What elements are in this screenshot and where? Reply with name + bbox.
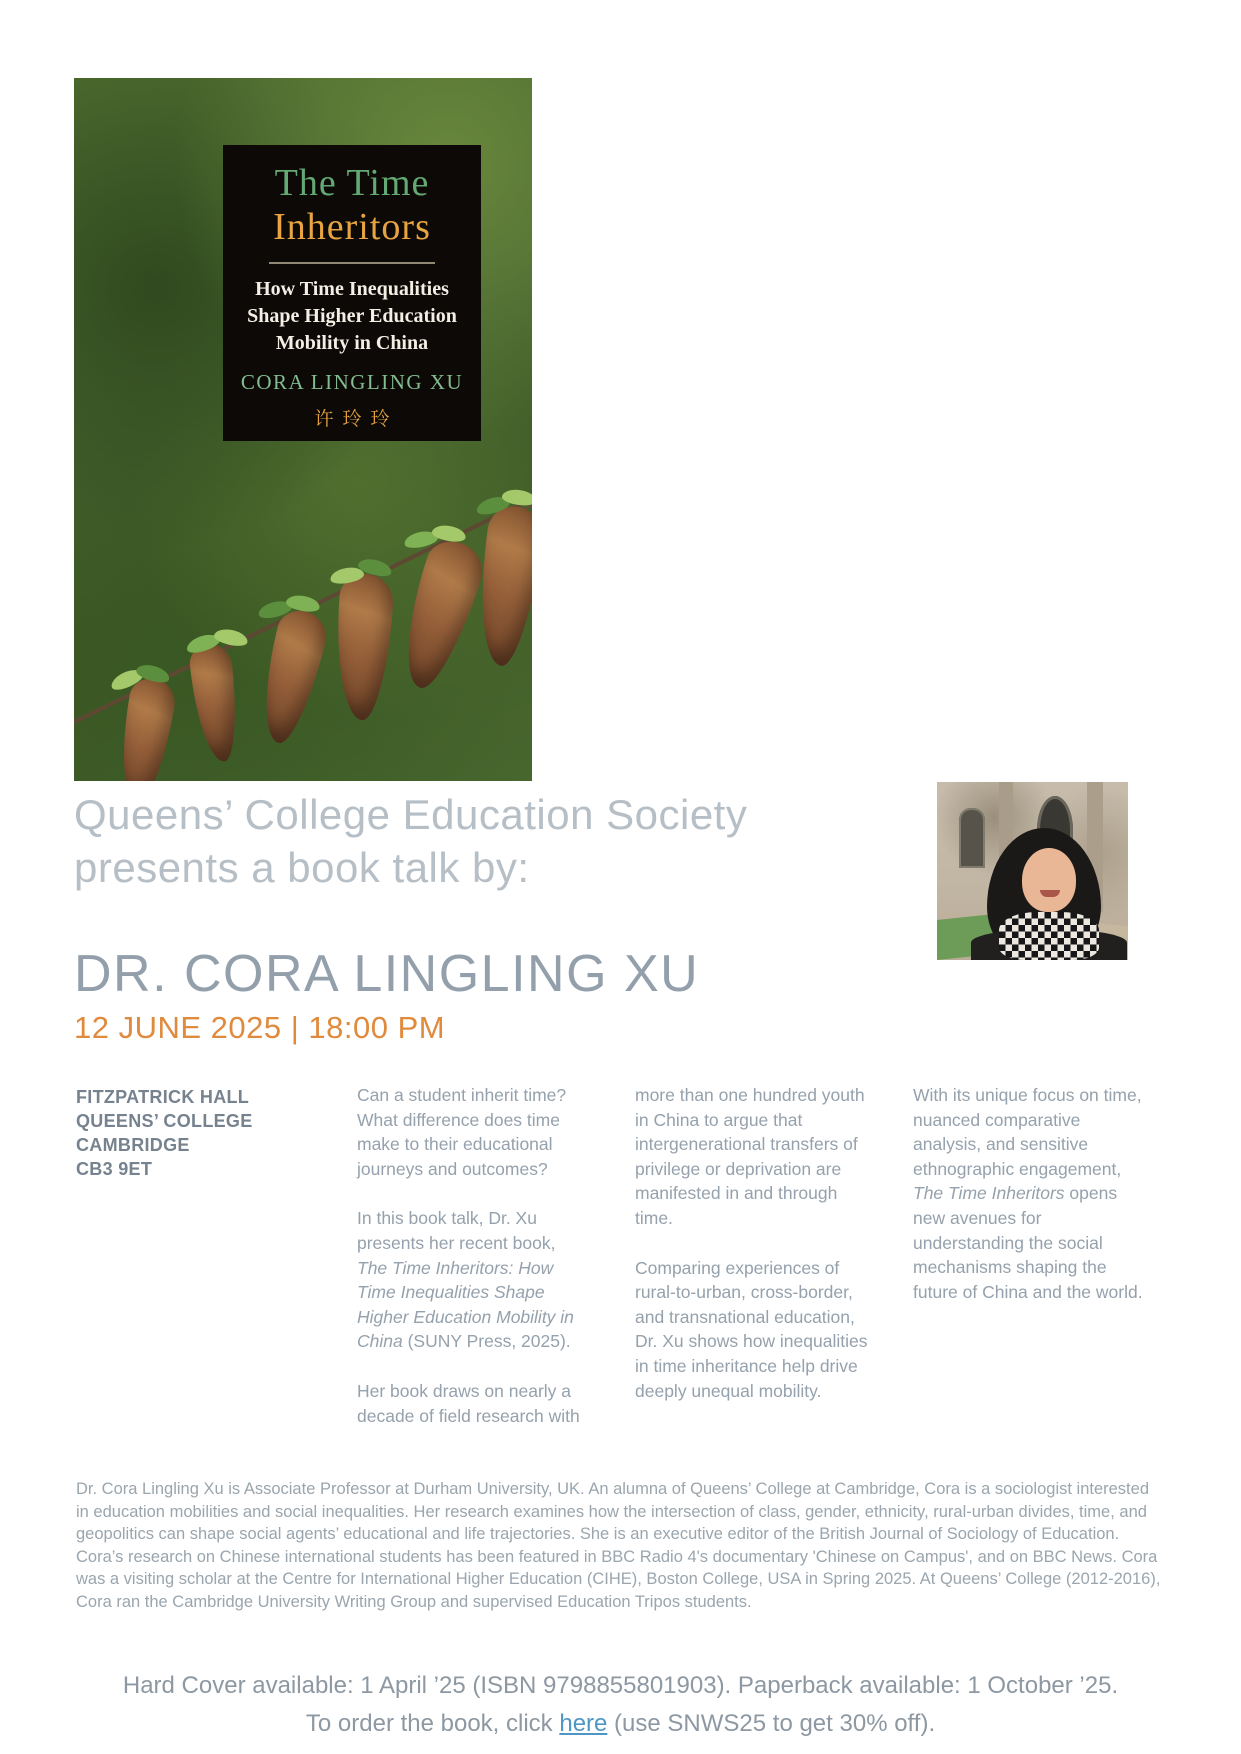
speaker-headshot-photo: [937, 782, 1128, 960]
book-title-line1: The Time: [274, 162, 430, 204]
body-text-column-1: [357, 1083, 590, 1453]
leaf-sprout-graphic: [285, 593, 321, 614]
cover-divider-line: [269, 262, 435, 264]
body-paragraph: more than one hundred youth in China to argue that intergenerational transfers of privilege or deprivation are manifested in and through time.: [635, 1085, 865, 1228]
venue-line: QUEENS’ COLLEGE: [76, 1111, 253, 1131]
houndstooth-scarf-graphic: [999, 912, 1099, 960]
speaker-name: DR. CORA LINGLING XU: [74, 945, 700, 1003]
order-book-link[interactable]: here: [559, 1710, 608, 1737]
body-paragraph: Can a student inherit time? What difference does time make to their educational journeys and outcomes?: [357, 1085, 567, 1179]
dried-leaf-graphic: [111, 675, 178, 781]
event-datetime: 12 JUNE 2025 | 18:00 PM: [74, 1010, 446, 1045]
book-author-chinese-name: 许玲玲: [314, 409, 399, 430]
body-paragraph: In this book talk, Dr. Xu presents her recent book, The Time Inheritors: How Time Inequalities Shape Higher Education Mobility in China (SUNY Press, 2025).: [357, 1208, 574, 1352]
venue-line: CB3 9ET: [76, 1159, 153, 1179]
society-heading-line2: presents a book talk by:: [74, 844, 530, 891]
book-subtitle-line1: How Time Inequalities: [255, 278, 449, 300]
body-text-column-3: [913, 1083, 1153, 1329]
book-subtitle-line2: Shape Higher Education: [247, 305, 457, 327]
availability-line: Hard Cover available: 1 April ’25 (ISBN 9798855801903). Paperback available: 1 October ’25.: [122, 1672, 1119, 1699]
book-cover-title-box: [223, 145, 481, 441]
dried-leaf-graphic: [331, 572, 395, 721]
speaker-biography: Dr. Cora Lingling Xu is Associate Professor at Durham University, UK. An alumna of Queens’ College at Cambridge, Cora is a sociologist interested in education mobilities and social inequalities. Her research examines how the intersection of class, gender, ethnicity, rural-urban divides, time, and geopolitics can shape social agents’ educational and life trajectories. She is an executive editor of the British Journal of Sociology of Education. Cora’s research on Chinese international students has been featured in BBC Radio 4's documentary 'Chinese on Campus', and on BBC News. Cora was a visiting scholar at the Centre for International Higher Education (CIHE), Boston College, USA in Spring 2025. At Queens’ College (2012-2016), Cora ran the Cambridge University Writing Group and supervised Education Tripos students.: [76, 1480, 1161, 1611]
order-line-prefix: To order the book, click: [305, 1710, 560, 1737]
order-line-suffix: (use SNWS25 to get 30% off).: [607, 1710, 936, 1737]
order-line: [0, 1710, 1241, 1738]
body-paragraph: Comparing experiences of rural-to-urban, cross-border, and transnational education, Dr. Xu shows how inequalities in time inheritance help drive deeply unequal mobility.: [635, 1257, 868, 1401]
dried-leaf-graphic: [188, 642, 242, 764]
book-subtitle-line3: Mobility in China: [275, 332, 429, 354]
venue-line: CAMBRIDGE: [76, 1135, 190, 1155]
venue-address-block: [76, 1085, 253, 1181]
book-title-line2: Inheritors: [273, 206, 431, 248]
society-heading: [74, 788, 747, 894]
body-paragraph: Her book draws on nearly a decade of field research with: [357, 1380, 580, 1426]
book-cover-image: [74, 78, 532, 781]
book-author-name: CORA LINGLING XU: [240, 370, 464, 394]
speaker-face-graphic: [1022, 848, 1076, 912]
body-text-column-2: [635, 1083, 868, 1428]
body-paragraph: With its unique focus on time, nuanced comparative analysis, and sensitive ethnographic engagement, The Time Inheritors opens new avenues for understanding the social mechanisms shaping the future of China and the world.: [913, 1085, 1143, 1302]
society-heading-line1: Queens’ College Education Society: [74, 791, 748, 838]
gothic-window-graphic: [959, 808, 985, 868]
venue-line: FITZPATRICK HALL: [76, 1087, 250, 1107]
